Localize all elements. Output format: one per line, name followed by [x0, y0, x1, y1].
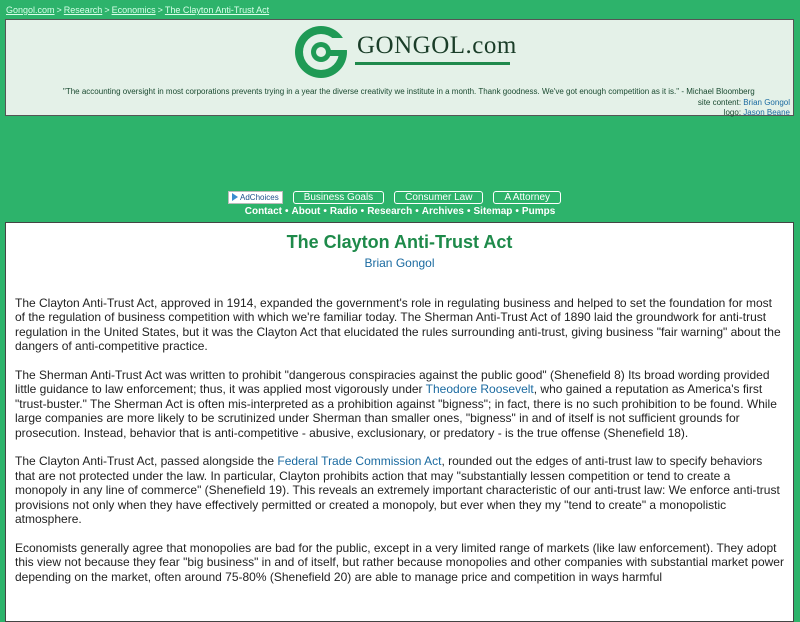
article-paragraph — [15, 541, 785, 584]
breadcrumb-link-current[interactable]: The Clayton Anti-Trust Act — [164, 5, 270, 15]
article-paragraph — [15, 454, 785, 526]
nav-separator: • — [323, 206, 327, 217]
theodore-roosevelt-link[interactable]: Theodore Roosevelt — [425, 382, 534, 397]
nav-separator: • — [284, 206, 289, 217]
nav-radio[interactable]: Radio — [329, 206, 358, 217]
article-body — [15, 296, 785, 598]
site-content-label: site content: — [697, 98, 742, 107]
header-quote: "The accounting oversight in most corporations prevents trying in a year the diverse creativity we institute in a month. Thank goodness. We've got enough competition as it is." - Michael Bloomberg — [63, 87, 755, 96]
ad-link-business-goals[interactable]: Business Goals — [293, 191, 384, 204]
adchoices-badge[interactable] — [228, 191, 283, 204]
nav-pumps[interactable]: Pumps — [521, 206, 556, 217]
logo-g-icon — [293, 24, 349, 80]
paragraph-text: The Clayton Anti-Trust Act, approved in 1914, expanded the government's role in regulating business and helped to set the foundation for most of the regulation of business competition with which we're familiar today. The Sherman Anti-Trust Act of 1890 laid the groundwork for anti-trust regulation in the United States, but it was the Clayton Act that elucidated the rules surrounding anti-trust, giving business "fair warning" about the dangers of anti-competitive practice. — [15, 296, 781, 354]
site-content-credit — [698, 98, 790, 107]
nav-contact[interactable]: Contact — [244, 206, 282, 217]
main-nav — [0, 206, 800, 217]
nav-separator: • — [415, 206, 419, 217]
site-logo[interactable] — [293, 24, 523, 84]
breadcrumb-link-research[interactable]: Research — [63, 5, 103, 15]
nav-research[interactable]: Research — [367, 206, 413, 217]
logo-credit — [724, 108, 790, 117]
paragraph-text: , who gained a reputation as America's first "trust-buster." The Sherman Act is often mis-interpreted as a prohibition against "bigness"; in fact, there is no such prohibition to be found. While large companies are more likely to be scrutinized under Sherman than smaller ones, "bigness" in and of itself is not sufficient grounds for prosecution. Instead, behavior that is anti-competitive - abusive, exclusionary, or predatory - is the true offense (Shenefield 18). — [15, 382, 777, 440]
ad-link-attorney[interactable]: A Attorney — [493, 191, 561, 204]
breadcrumb-separator: > — [157, 5, 163, 15]
site-content-author-link[interactable]: Brian Gongol — [743, 98, 790, 107]
ad-link-consumer-law[interactable]: Consumer Law — [394, 191, 483, 204]
article-title: The Clayton Anti-Trust Act — [286, 232, 513, 252]
breadcrumb-separator: > — [104, 5, 110, 15]
article-author: Brian Gongol — [364, 256, 435, 270]
logo-underline — [355, 62, 510, 65]
ad-bar — [228, 190, 561, 204]
breadcrumb-link-economics[interactable]: Economics — [111, 5, 156, 15]
nav-archives[interactable]: Archives — [421, 206, 464, 217]
logo-credit-label: logo: — [723, 108, 742, 117]
nav-separator: • — [360, 206, 365, 217]
site-header — [5, 19, 794, 116]
paragraph-text: , rounded out the edges of anti-trust law to specify behaviors that are not protected under the law. In particular, Clayton prohibits action that may "substantially lessen competition or tend to create a monopoly in any line of commerce" (Shenefield 19). This reveals an extremely important characteristic of our anti-trust law: We enforce anti-trust provisions not only when they have effectively permitted or created a monopoly, but ever when they my "tend to create" a monopolistic atmosphere. — [15, 454, 780, 527]
adchoices-label: AdChoices — [240, 192, 279, 202]
adchoices-icon — [232, 193, 238, 201]
nav-about[interactable]: About — [291, 206, 321, 217]
article-paragraph — [15, 296, 785, 354]
logo-text: GONGOL.com — [357, 32, 517, 59]
paragraph-text: Economists generally agree that monopolies are bad for the public, except in a very limited range of markets (like law enforcement). They adopt this view not because they fear "big business" in and of itself, but rather because monopolies and other companies with substantial market power depending on the market, often around 75-80% (Shenefield 20) are able to manage price and competition in ways harmful — [15, 540, 784, 584]
breadcrumb-link-home[interactable]: Gongol.com — [6, 5, 55, 15]
nav-sitemap[interactable]: Sitemap — [473, 206, 513, 217]
ftc-act-link[interactable]: Federal Trade Commission Act — [277, 454, 442, 469]
article-container — [5, 222, 794, 622]
nav-separator: • — [466, 206, 471, 217]
paragraph-text: The Clayton Anti-Trust Act, passed alongside the — [15, 454, 278, 469]
article-paragraph — [15, 368, 785, 440]
breadcrumb-separator: > — [56, 5, 62, 15]
logo-designer-link[interactable]: Jason Beane — [743, 108, 790, 117]
paragraph-text: The Sherman Anti-Trust Act was written to prohibit "dangerous conspiracies against the public good" (Shenefield 8) Its broad wording provided little guidance to law enforcement; thus, it was applied most vigorously under — [15, 368, 770, 397]
nav-separator: • — [515, 206, 519, 217]
breadcrumb — [6, 5, 269, 15]
